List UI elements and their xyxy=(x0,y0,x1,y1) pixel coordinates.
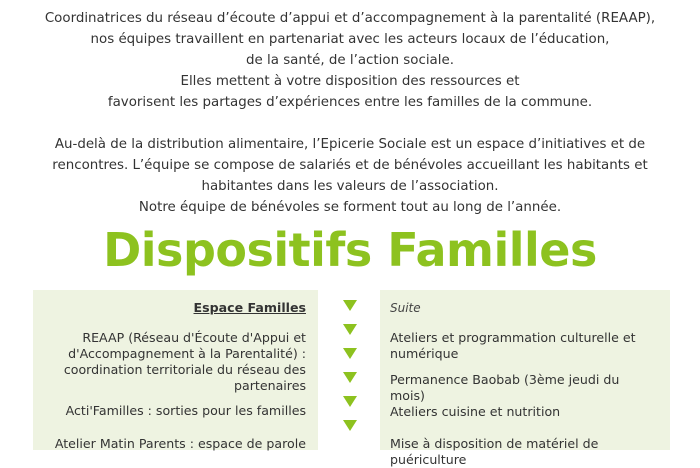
triangle-down-icon xyxy=(343,396,357,407)
intro-line: favorisent les partages d’expériences entre les familles de la commune. xyxy=(107,95,593,110)
espace-familles-panel xyxy=(33,290,318,450)
triangle-down-icon xyxy=(343,300,357,311)
list-item: Ateliers et programmation culturelle et numérique xyxy=(390,330,636,361)
intro-line: rencontres. L’équipe se compose de salariés et de bénévoles accueillant les habitants et xyxy=(52,158,648,173)
triangle-down-icon xyxy=(343,372,357,383)
arrow-column xyxy=(338,292,362,441)
intro-line: nos équipes travaillent en partenariat avec les acteurs locaux de l’éducation, xyxy=(90,32,610,47)
intro-line: de la santé, de l’action sociale. xyxy=(246,53,454,68)
espace-familles-title[interactable]: Espace Familles xyxy=(193,300,306,315)
page-heading: Dispositifs Familles xyxy=(103,223,597,277)
paragraph-gap xyxy=(0,113,700,134)
list-item: Ateliers cuisine et nutrition xyxy=(390,404,561,419)
intro-line: habitantes dans les valeurs de l’association. xyxy=(201,179,499,194)
list-item: Acti'Familles : sorties pour les familles xyxy=(65,403,306,418)
intro-line: Elles mettent à votre disposition des ressources et xyxy=(180,74,520,89)
intro-text xyxy=(0,8,700,218)
triangle-down-icon xyxy=(343,348,357,359)
suite-panel xyxy=(380,290,670,467)
triangle-down-icon xyxy=(343,420,357,431)
list-item: Mise à disposition de matériel de puériculture xyxy=(390,436,599,467)
intro-line: Coordinatrices du réseau d’écoute d’appui et d’accompagnement à la parentalité (REAAP), xyxy=(44,11,656,26)
list-item: REAAP (Réseau d'Écoute d'Appui et d'Accompagnement à la Parentalité) : coordination territoriale du réseau des partenaires xyxy=(63,330,306,393)
intro-line: Notre équipe de bénévoles se forment tout au long de l’année. xyxy=(138,200,562,215)
list-item: Atelier Matin Parents : espace de parole xyxy=(54,436,306,451)
list-item: Permanence Baobab (3ème jeudi du mois) xyxy=(390,372,620,403)
intro-line: Au-delà de la distribution alimentaire, l’Epicerie Sociale est un espace d’initiatives et de xyxy=(54,137,646,152)
suite-title: Suite xyxy=(390,301,421,315)
triangle-down-icon xyxy=(343,324,357,335)
